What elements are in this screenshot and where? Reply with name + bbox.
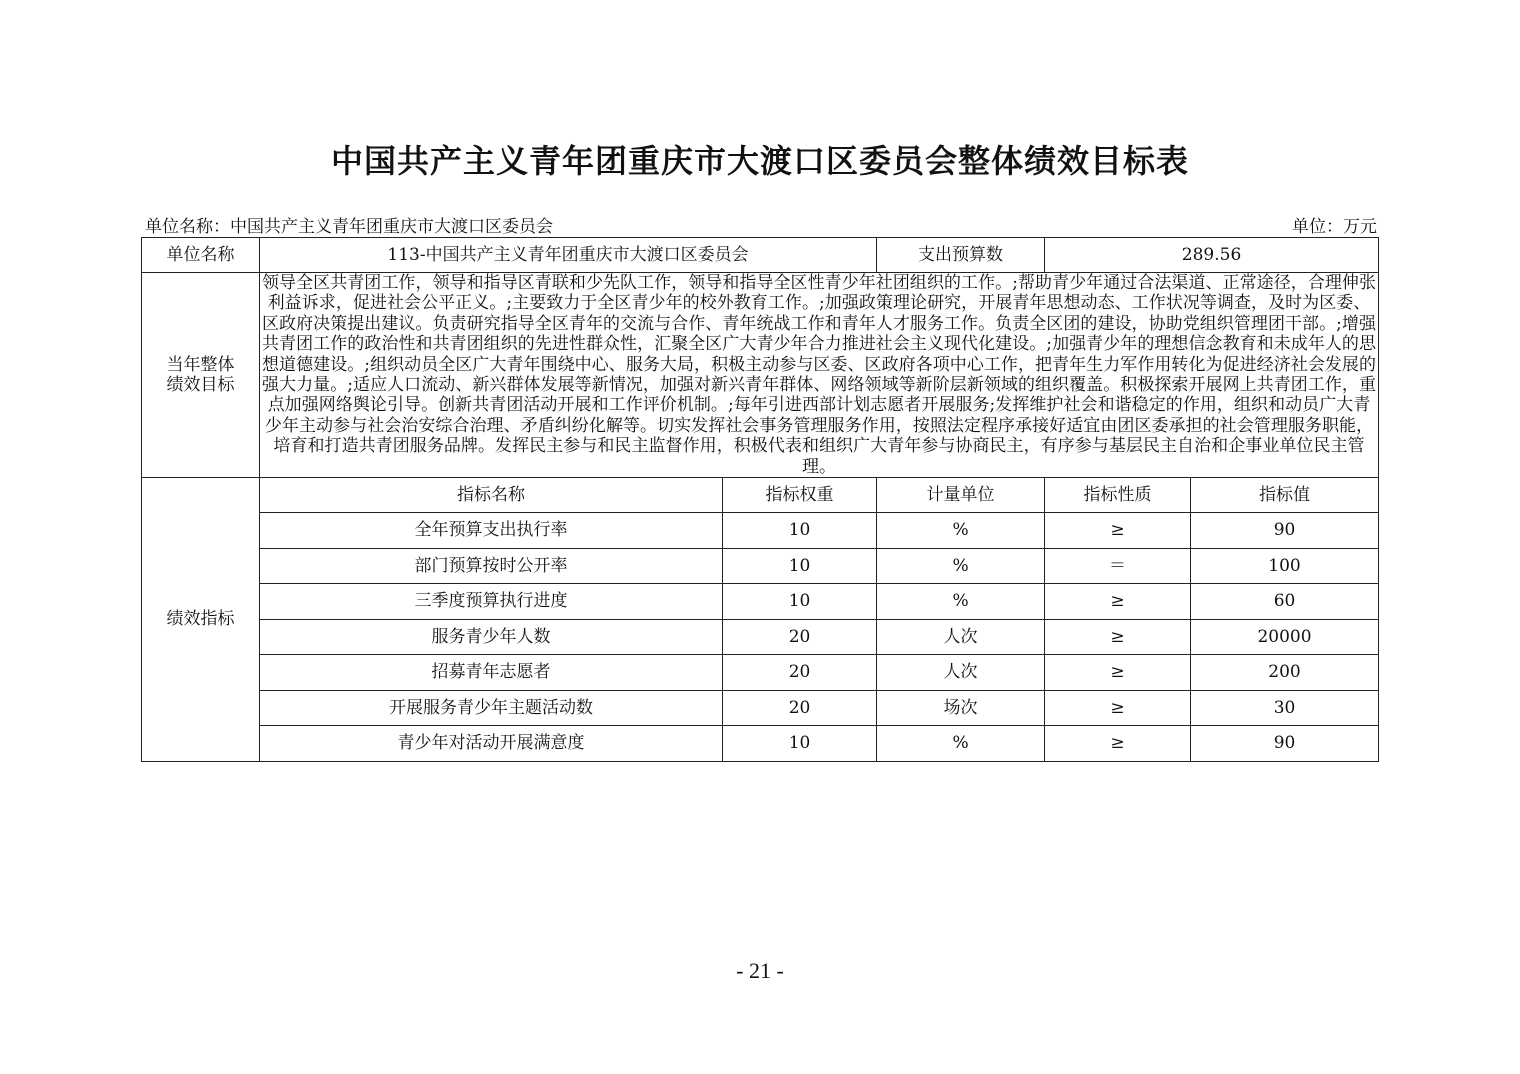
- indicator-header-row: [142, 477, 1379, 513]
- page-title: 中国共产主义青年团重庆市大渡口区委员会整体绩效目标表: [330, 142, 1189, 180]
- indicator-name: 招募青年志愿者: [260, 655, 723, 691]
- indicator-weight: 10: [723, 548, 877, 584]
- indicator-name: 服务青少年人数: [260, 619, 723, 655]
- indicator-unit: %: [877, 548, 1045, 584]
- goal-row: [142, 273, 1379, 478]
- table-row: [142, 619, 1379, 655]
- indicator-unit: 人次: [877, 655, 1045, 691]
- indicator-weight: 10: [723, 584, 877, 620]
- table-row: [142, 548, 1379, 584]
- indicator-value: 90: [1191, 513, 1379, 549]
- col-header-value: 指标值: [1191, 477, 1379, 513]
- unit-value: 113-中国共产主义青年团重庆市大渡口区委员会: [260, 238, 877, 273]
- indicator-unit: %: [877, 584, 1045, 620]
- indicator-value: 100: [1191, 548, 1379, 584]
- budget-value: 289.56: [1045, 238, 1379, 273]
- table-row: [142, 690, 1379, 726]
- indicator-value: 60: [1191, 584, 1379, 620]
- indicator-weight: 20: [723, 690, 877, 726]
- indicator-name: 开展服务青少年主题活动数: [260, 690, 723, 726]
- indicator-nature: ＝: [1045, 548, 1191, 584]
- indicator-unit: 场次: [877, 690, 1045, 726]
- goal-label-line2: 绩效目标: [166, 374, 235, 395]
- indicator-name: 青少年对活动开展满意度: [260, 726, 723, 762]
- unit-label: 单位名称: [142, 238, 260, 273]
- indicator-value: 30: [1191, 690, 1379, 726]
- col-header-unit: 计量单位: [877, 477, 1045, 513]
- table-row: [142, 513, 1379, 549]
- indicator-unit: %: [877, 513, 1045, 549]
- table-row: [142, 655, 1379, 691]
- indicator-weight: 20: [723, 655, 877, 691]
- indicator-nature: ≥: [1045, 584, 1191, 620]
- indicator-weight: 10: [723, 726, 877, 762]
- indicator-nature: ≥: [1045, 726, 1191, 762]
- indicator-section-label: 绩效指标: [142, 477, 260, 761]
- col-header-weight: 指标权重: [723, 477, 877, 513]
- goal-text: 领导全区共青团工作，领导和指导区青联和少先队工作，领导和指导全区性青少年社团组织的工作。;帮助青少年通过合法渠道、正常途径，合理伸张利益诉求，促进社会公平正义。;主要致力于全区青少年的校外教育工作。;加强政策理论研究，开展青年思想动态、工作状况等调查，及时为区委、区政府决策提出建议。负责研究指导全区青年的交流与合作、青年统战工作和青年人才服务工作。负责全区团的建设，协助党组织管理团干部。;增强共青团工作的政治性和共青团组织的先进性群众性，汇聚全区广大青少年合力推进社会主义现代化建设。;加强青少年的理想信念教育和未成年人的思想道德建设。;组织动员全区广大青年围绕中心、服务大局，积极主动参与区委、区政府各项中心工作，把青年生力军作用转化为促进经济社会发展的强大力量。;适应人口流动、新兴群体发展等新情况，加强对新兴青年群体、网络领域等新阶层新领域的组织覆盖。积极探索开展网上共青团工作，重点加强网络舆论引导。创新共青团活动开展和工作评价机制。;每年引进西部计划志愿者开展服务;发挥维护社会和谐稳定的作用，组织和动员广大青少年主动参与社会治安综合治理、矛盾纠纷化解等。切实发挥社会事务管理服务作用，按照法定程序承接好适宜由团区委承担的社会管理服务职能，培育和打造共青团服务品牌。发挥民主参与和民主监督作用，积极代表和组织广大青年参与协商民主，有序参与基层民主自治和企事业单位民主管理。: [260, 273, 1379, 478]
- indicator-nature: ≥: [1045, 655, 1191, 691]
- unit-currency: 单位：万元: [1292, 217, 1377, 237]
- budget-label: 支出预算数: [877, 238, 1045, 273]
- goal-label-line1: 当年整体: [166, 354, 235, 375]
- unit-name-line: 单位名称：中国共产主义青年团重庆市大渡口区委员会: [145, 217, 553, 237]
- table-row: [142, 726, 1379, 762]
- indicator-name: 部门预算按时公开率: [260, 548, 723, 584]
- indicator-name: 全年预算支出执行率: [260, 513, 723, 549]
- indicator-unit: %: [877, 726, 1045, 762]
- col-header-name: 指标名称: [260, 477, 723, 513]
- indicator-value: 20000: [1191, 619, 1379, 655]
- page-number: - 21 -: [736, 958, 784, 983]
- header-row: [142, 238, 1379, 273]
- indicator-name: 三季度预算执行进度: [260, 584, 723, 620]
- indicator-nature: ≥: [1045, 690, 1191, 726]
- indicator-unit: 人次: [877, 619, 1045, 655]
- indicator-nature: ≥: [1045, 619, 1191, 655]
- indicator-weight: 10: [723, 513, 877, 549]
- indicator-weight: 20: [723, 619, 877, 655]
- indicator-nature: ≥: [1045, 513, 1191, 549]
- indicator-value: 90: [1191, 726, 1379, 762]
- col-header-nature: 指标性质: [1045, 477, 1191, 513]
- performance-table: [141, 237, 1379, 762]
- table-row: [142, 584, 1379, 620]
- indicator-value: 200: [1191, 655, 1379, 691]
- goal-label: [142, 273, 260, 478]
